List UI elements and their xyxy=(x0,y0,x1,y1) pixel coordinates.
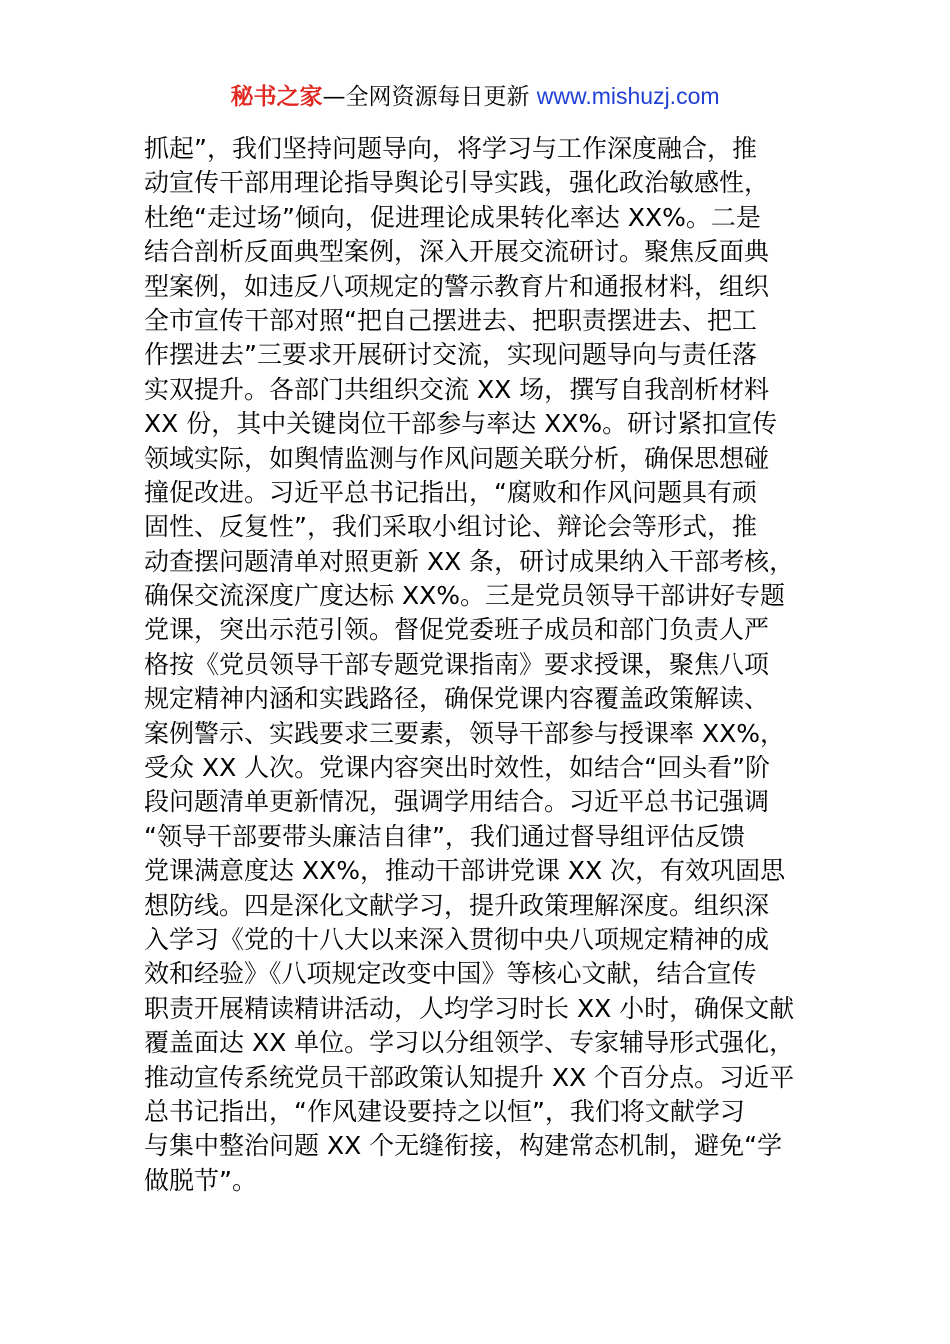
text-line: 党课，突出示范引领。督促党委班子成员和部门负责人严 xyxy=(144,615,770,645)
text-line: 撞促改进。习近平总书记指出，“腐败和作风问题具有顽 xyxy=(144,477,757,507)
text-line: XX 份，其中关键岗位干部参与率达 XX%。研讨紧扣宣传 xyxy=(144,409,778,439)
text-line: 作摆进去”三要求开展研讨交流，实现问题导向与责任落 xyxy=(144,340,757,370)
text-line: 动宣传干部用理论指导舆论引导实践，强化政治敏感性， xyxy=(144,168,770,198)
text-line: 做脱节”。 xyxy=(144,1165,257,1195)
text-line: 党课满意度达 XX%，推动干部讲党课 XX 次，有效巩固思 xyxy=(144,856,786,886)
text-line: 总书记指出，“作风建设要持之以恒”，我们将文献学习 xyxy=(144,1096,745,1126)
text-line: 覆盖面达 XX 单位。学习以分组领学、专家辅导形式强化， xyxy=(144,1028,795,1058)
text-line: 型案例，如违反八项规定的警示教育片和通报材料，组织 xyxy=(144,271,770,301)
site-tagline: —全网资源每日更新 xyxy=(322,84,530,110)
text-line: 推动宣传系统党员干部政策认知提升 XX 个百分点。习近平 xyxy=(144,1062,795,1092)
text-line: 受众 XX 人次。党课内容突出时效性，如结合“回头看”阶 xyxy=(144,753,771,783)
text-line: 想防线。四是深化文献学习，提升政策理解深度。组织深 xyxy=(144,890,770,920)
text-line: 实双提升。各部门共组织交流 XX 场，撰写自我剖析材料 xyxy=(144,374,770,404)
text-line: 职责开展精读精讲活动，人均学习时长 XX 小时，确保文献 xyxy=(144,993,795,1023)
text-line: 全市宣传干部对照“把自己摆进去、把职责摆进去、把工 xyxy=(144,305,757,335)
page-header xyxy=(0,80,950,113)
text-line: 入学习《党的十八大以来深入贯彻中央八项规定精神的成 xyxy=(144,924,770,954)
text-line: 段问题清单更新情况，强调学用结合。习近平总书记强调 xyxy=(144,787,770,817)
text-line: 动查摆问题清单对照更新 XX 条，研讨成果纳入干部考核， xyxy=(144,546,795,576)
text-line: 与集中整治问题 XX 个无缝衔接，构建常态机制，避免“学 xyxy=(144,1131,783,1161)
site-url-link[interactable]: www.mishuzj.com xyxy=(536,83,720,109)
site-brand: 秘书之家 xyxy=(230,84,323,110)
text-line: “领导干部要带头廉洁自律”，我们通过督导组评估反馈 xyxy=(144,821,745,851)
text-line: 杜绝“走过场”倾向，促进理论成果转化率达 XX%。二是 xyxy=(144,202,761,232)
text-line: 领域实际，如舆情监测与作风问题关联分析，确保思想碰 xyxy=(144,443,770,473)
text-line: 规定精神内涵和实践路径，确保党课内容覆盖政策解读、 xyxy=(144,684,770,714)
text-line: 固性、反复性”，我们采取小组讨论、辩论会等形式，推 xyxy=(144,512,757,542)
document-body xyxy=(144,132,810,1198)
text-line: 结合剖析反面典型案例，深入开展交流研讨。聚焦反面典 xyxy=(144,237,770,267)
text-line: 抓起”，我们坚持问题导向，将学习与工作深度融合，推 xyxy=(144,134,757,163)
text-line: 效和经验》《八项规定改变中国》等核心文献，结合宣传 xyxy=(144,959,757,989)
text-line: 格按《党员领导干部专题党课指南》要求授课，聚焦八项 xyxy=(144,649,770,679)
text-line: 案例警示、实践要求三要素，领导干部参与授课率 XX%， xyxy=(144,718,785,748)
text-line: 确保交流深度广度达标 XX%。三是党员领导干部讲好专题 xyxy=(144,581,785,611)
